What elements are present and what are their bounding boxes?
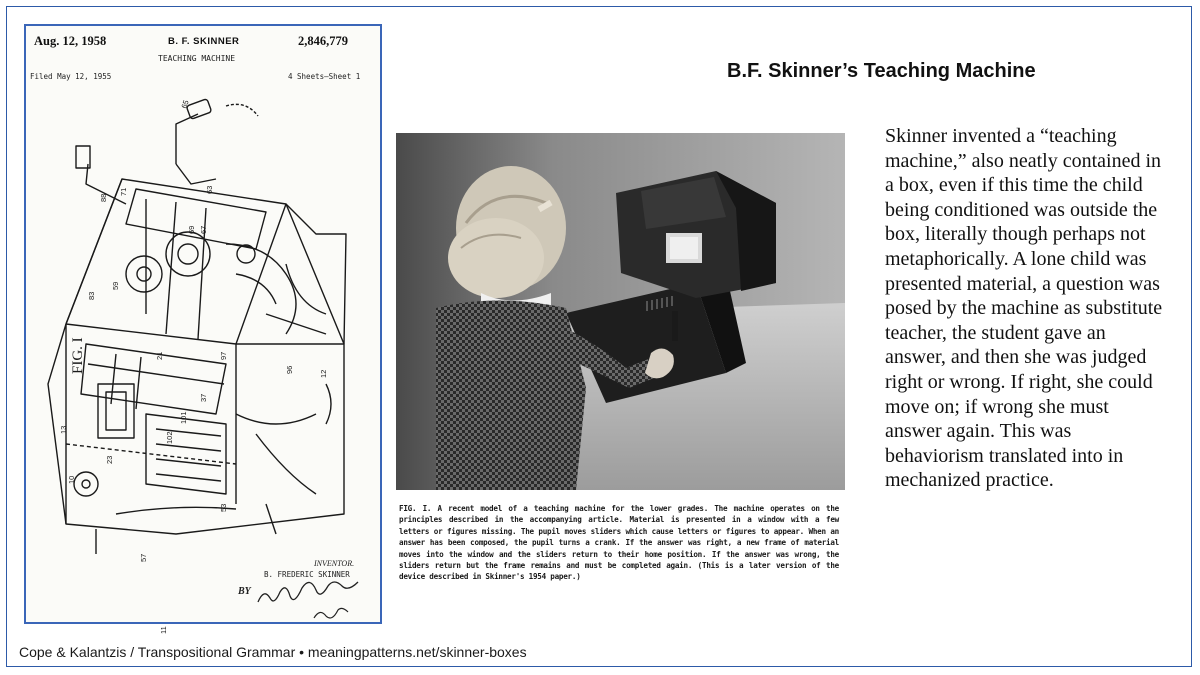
patent-fig-label: FIG. I [70, 337, 86, 374]
svg-text:83: 83 [87, 291, 96, 300]
svg-text:11: 11 [159, 626, 168, 634]
patent-date: Aug. 12, 1958 [34, 34, 107, 48]
svg-text:96: 96 [285, 365, 294, 374]
slide-footer: Cope & Kalantzis / Transpositional Grammar • meaningpatterns.net/skinner-boxes [19, 644, 527, 660]
svg-text:102: 102 [165, 431, 174, 444]
patent-inventor-label: INVENTOR. [314, 559, 355, 568]
patent-inventor-name: B. FREDERIC SKINNER [264, 570, 350, 579]
patent-drawing-panel [24, 24, 382, 634]
slide-heading: B.F. Skinner’s Teaching Machine [727, 60, 1036, 82]
patent-title: TEACHING MACHINE [158, 54, 236, 63]
svg-text:59: 59 [111, 281, 120, 290]
photo-caption: FIG. I. A recent model of a teaching machine for the lower grades. The machine operates on the principles described in the accompanying article. Material is presented in a window with a few letters or figures missing. The pupil moves sliders which cause letters or figures to appear. When an answer has been composed, the pupil turns a crank. If the answer was right, a new frame of material moves into the window and the sliders return to their home position. If the answer was wrong, the sliders return but the frame remains and must be completed again. (This is a later version of the device described in Skinner's 1954 paper.) [399, 504, 839, 582]
svg-text:65: 65 [179, 98, 191, 110]
patent-filed-date: Filed May 12, 1955 [30, 72, 112, 81]
attorney-signature [254, 578, 364, 622]
svg-text:63: 63 [205, 185, 214, 194]
patent-number: 2,846,779 [298, 34, 348, 48]
patent-inventor-header: B. F. SKINNER [168, 36, 240, 47]
svg-text:37: 37 [199, 393, 208, 402]
teaching-machine-photo-panel [396, 133, 845, 600]
svg-text:67: 67 [199, 225, 208, 234]
svg-text:97: 97 [219, 351, 228, 360]
svg-text:12: 12 [319, 369, 328, 378]
svg-text:57: 57 [139, 553, 148, 562]
svg-text:23: 23 [105, 455, 114, 464]
svg-text:21: 21 [155, 351, 164, 360]
svg-text:53: 53 [219, 503, 228, 512]
svg-text:88: 88 [99, 193, 108, 202]
svg-text:69: 69 [187, 225, 196, 234]
slide-body-text: Skinner invented a “teaching machine,” also neatly contained in a box, even if this time the child being conditioned was outside the box, literally though perhaps not metaphorically. A lone child was presented material, a question was posed by the machine as substitute teacher, the student gave an answer, and then she was judged right or wrong. If right, she could move on; if wrong she must answer again. This was behaviorism translated into in mechanized practice. [885, 125, 1163, 492]
svg-text:71: 71 [119, 187, 128, 196]
patent-sheets: 4 Sheets—Sheet 1 [288, 72, 361, 81]
svg-text:101: 101 [179, 411, 188, 424]
teaching-machine-photograph [396, 133, 845, 490]
svg-text:13: 13 [59, 425, 68, 434]
patent-by-label: BY [238, 586, 251, 597]
svg-text:10: 10 [67, 475, 76, 484]
